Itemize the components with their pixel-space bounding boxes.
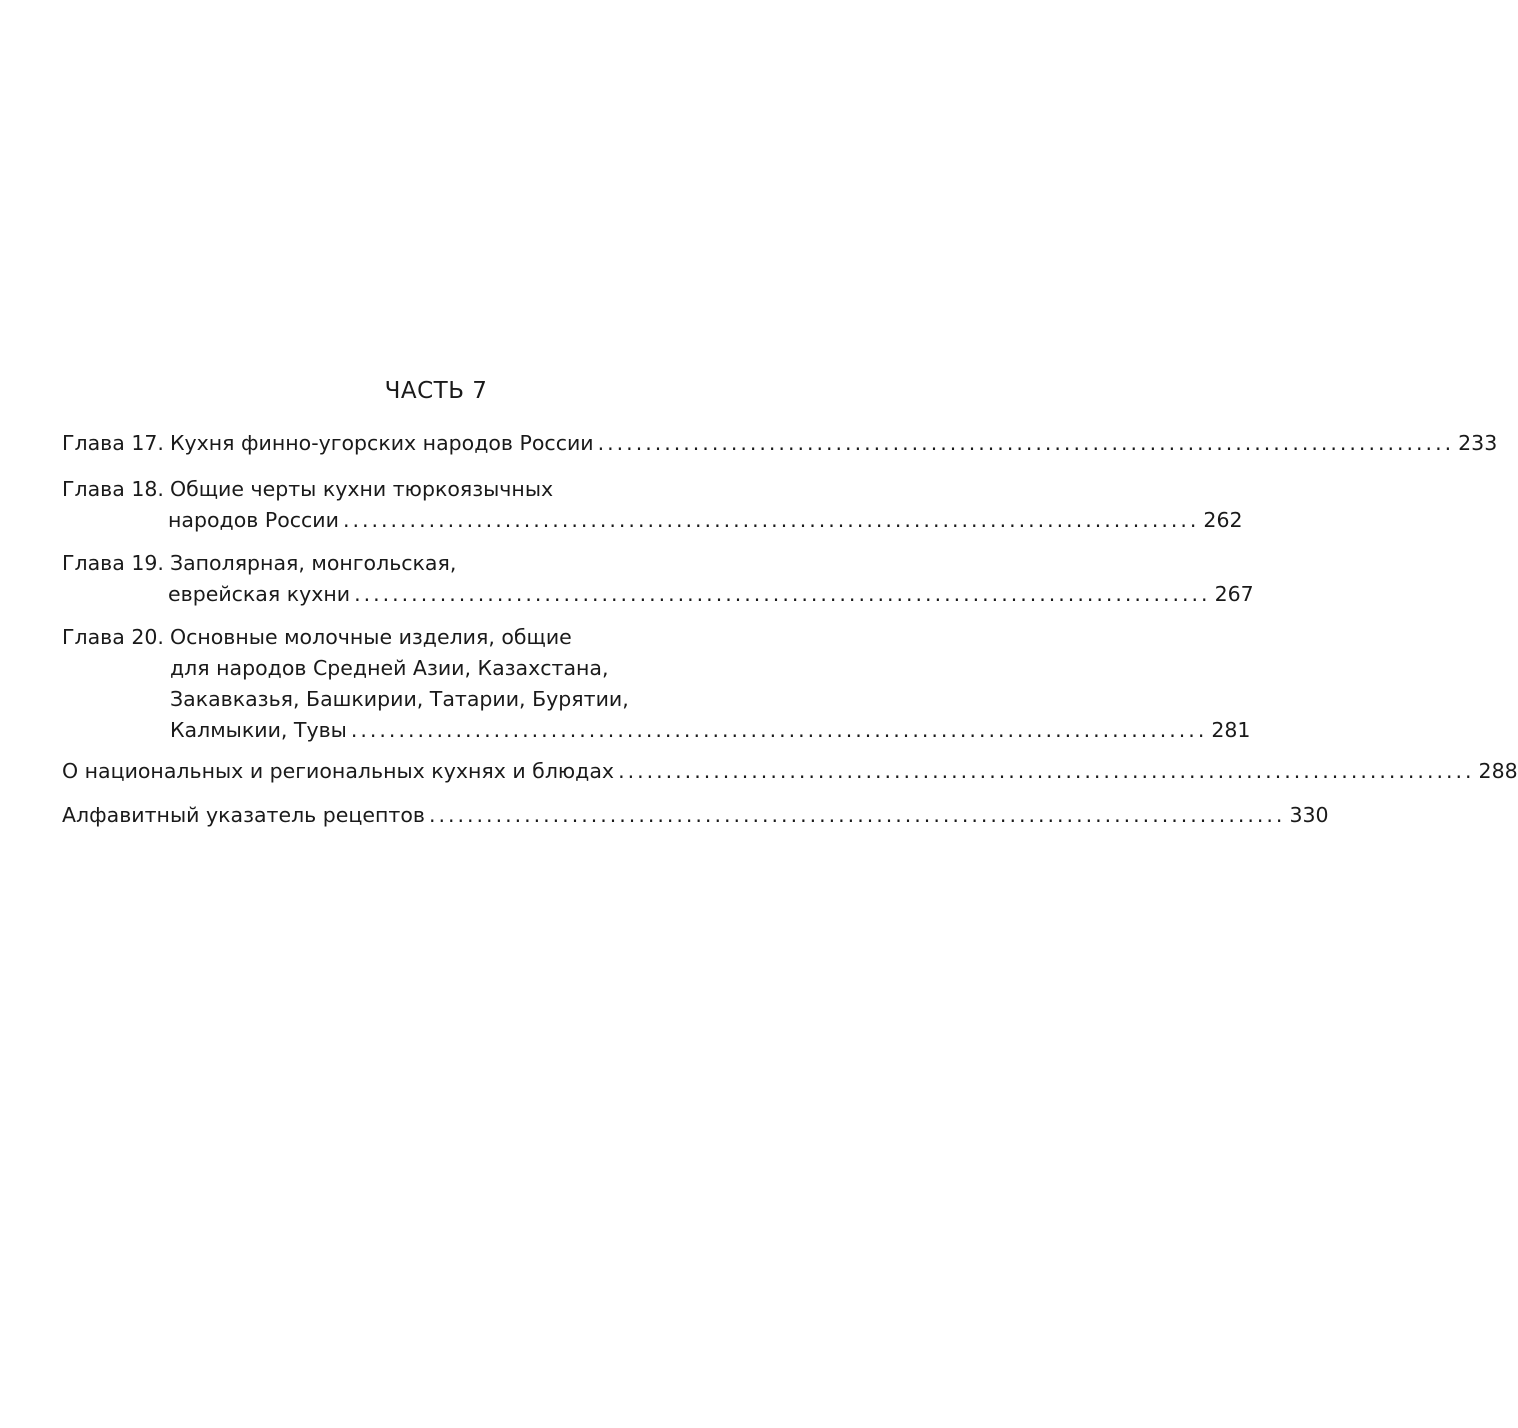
leader-dots: .......................................................................................... bbox=[597, 431, 1455, 455]
chapter-20-title-line-2: для народов Средней Азии, Казахстана, bbox=[170, 656, 609, 680]
chapter-18-page: 262 bbox=[1203, 508, 1243, 532]
recipe-index-title: Алфавитный указатель рецептов bbox=[62, 803, 425, 827]
chapter-18-label: Глава 18. bbox=[62, 477, 164, 501]
chapter-18-title-line-2: народов России bbox=[168, 508, 339, 532]
chapter-19-title-line-1: Заполярная, монгольская, bbox=[169, 551, 457, 575]
leader-dots: .......................................................................................... bbox=[354, 582, 1211, 606]
leader-dots: .......................................................................................... bbox=[428, 803, 1286, 827]
chapter-19-label: Глава 19. bbox=[62, 551, 164, 575]
toc-entry-chapter-19 bbox=[62, 548, 1254, 610]
chapter-18-title-line-1: Общие черты кухни тюркоязычных bbox=[169, 477, 554, 501]
leader-dots: .......................................................................................... bbox=[342, 508, 1200, 532]
recipe-index-page: 330 bbox=[1289, 803, 1329, 827]
toc-entry-chapter-20 bbox=[62, 622, 1251, 746]
chapter-19-title-line-2: еврейская кухни bbox=[168, 582, 351, 606]
chapter-20-title-line-3: Закавказья, Башкирии, Татарии, Бурятии, bbox=[170, 687, 629, 711]
national-cuisines-page: 288 bbox=[1478, 759, 1518, 783]
part-title: ЧАСТЬ 7 bbox=[384, 378, 488, 404]
leader-dots: .......................................................................................... bbox=[350, 718, 1208, 742]
chapter-19-page: 267 bbox=[1214, 582, 1254, 606]
toc-entry-national-cuisines bbox=[62, 756, 1518, 787]
toc-entry-chapter-17 bbox=[62, 428, 1498, 459]
national-cuisines-title: О национальных и региональных кухнях и блюдах bbox=[62, 759, 615, 783]
chapter-20-title-line-4: Калмыкии, Тувы bbox=[170, 718, 347, 742]
chapter-17-page: 233 bbox=[1458, 431, 1498, 455]
chapter-17-label: Глава 17. bbox=[62, 431, 164, 455]
chapter-20-label: Глава 20. bbox=[62, 625, 164, 649]
chapter-20-title-line-1: Основные молочные изделия, общие bbox=[169, 625, 572, 649]
toc-entry-chapter-18 bbox=[62, 474, 1243, 536]
toc-entry-recipe-index bbox=[62, 800, 1329, 831]
leader-dots: .......................................................................................... bbox=[618, 759, 1475, 783]
chapter-20-page: 281 bbox=[1211, 718, 1251, 742]
chapter-17-title: Кухня финно-угорских народов России bbox=[169, 431, 594, 455]
